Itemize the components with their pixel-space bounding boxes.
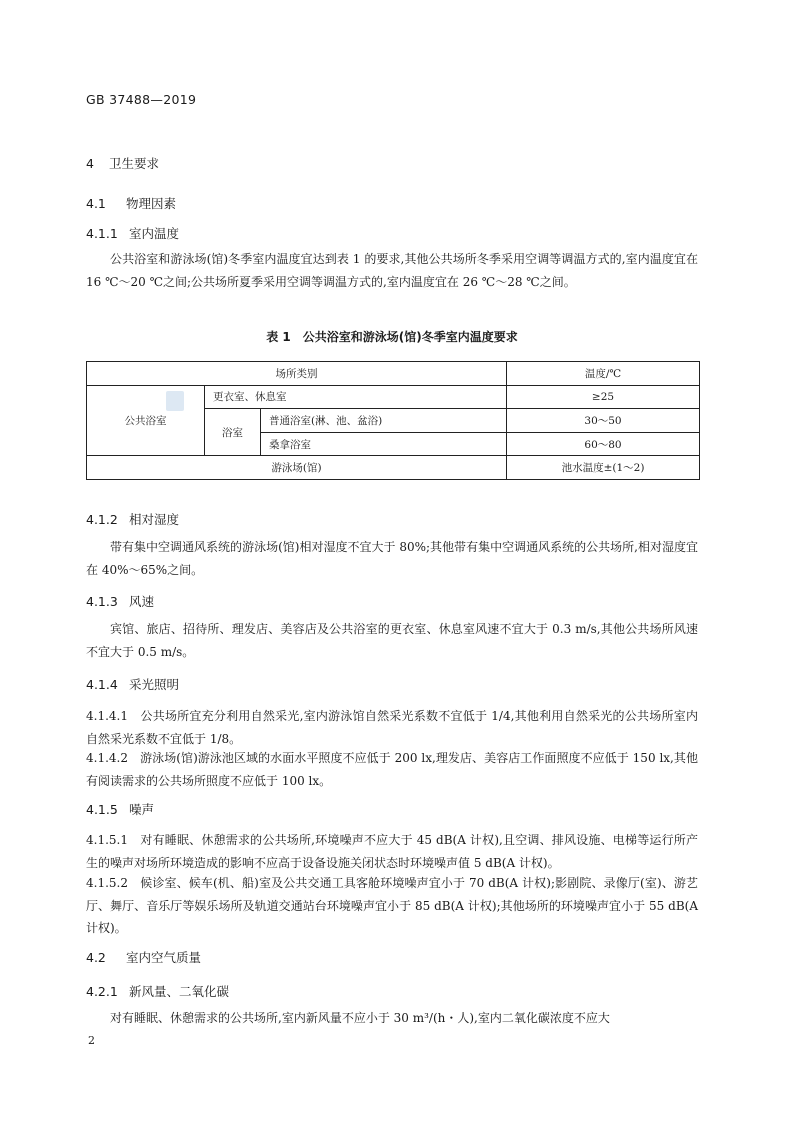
table-header-row [87,362,700,386]
heading-title: 物理因素 [126,196,177,211]
heading-title: 新风量、二氧化碳 [129,984,230,999]
heading-number: 4.1.4 [86,677,118,692]
heading-number: 4.1.3 [86,594,118,609]
row-swimming-pool: 游泳场(馆) [87,456,507,480]
table-row [87,456,700,480]
heading-4-2 [86,948,201,966]
page-number: 2 [88,1034,95,1047]
heading-4-1-1 [86,224,179,242]
group-public-bath: 公共浴室 [87,385,205,456]
table-caption: 表 1 公共浴室和游泳场(馆)冬季室内温度要求 [266,330,518,344]
temperature-table [86,361,700,480]
stamp-mark [166,391,184,411]
paragraph-4-1-4-2: 4.1.4.2 游泳场(馆)游泳池区域的水面水平照度不应低于 200 lx,理发店、美容店工作面照度不应低于 150 lx,其他有阅读需求的公共场所照度不应低于 100 lx。 [86,751,698,788]
paragraph-4-1-2: 带有集中空调通风系统的游泳场(馆)相对湿度不宜大于 80%;其他带有集中空调通风系统的公共场所,相对湿度宜在 40%～65%之间。 [86,540,698,577]
heading-4-1-2 [86,510,179,528]
heading-4-1-5 [86,800,154,818]
heading-title: 室内空气质量 [126,950,202,965]
paragraph-4-1-5-1: 4.1.5.1 对有睡眠、休憩需求的公共场所,环境噪声不应大于 45 dB(A 计权),且空调、排风设施、电梯等运行所产生的噪声对场所环境造成的影响不应高于设备设施关闭状态时环境噪声值 5 dB(A 计权)。 [86,833,698,870]
heading-number: 4 [86,156,94,171]
heading-title: 卫生要求 [109,156,160,171]
heading-title: 相对湿度 [129,512,180,527]
heading-number: 4.1 [86,196,106,211]
standard-code: GB 37488—2019 [86,92,197,107]
paragraph-4-2-1: 对有睡眠、休憩需求的公共场所,室内新风量不应小于 30 m³/(h・人),室内二氧化碳浓度不应大 [110,1011,610,1025]
heading-number: 4.1.5 [86,802,118,817]
paragraph-4-1-5-2: 4.1.5.2 候诊室、候车(机、船)室及公共交通工具客舱环境噪声宜小于 70 dB(A 计权);影剧院、录像厅(室)、游艺厅、舞厅、音乐厅等娱乐场所及轨道交通站台环境噪声宜小于 85 dB(A 计权);其他场所的环境噪声宜小于 55 dB(A 计权)。 [86,876,698,935]
row-dressing-room: 更衣室、休息室 [205,385,507,409]
subgroup-bathroom: 浴室 [205,409,261,456]
row-normal-bath: 普通浴室(淋、池、盆浴) [261,409,507,433]
heading-title: 风速 [129,594,155,609]
row-sauna: 桑拿浴室 [261,432,507,456]
heading-4-1 [86,194,176,212]
heading-title: 采光照明 [129,677,180,692]
paragraph-4-1-1: 公共浴室和游泳场(馆)冬季室内温度宜达到表 1 的要求,其他公共场所冬季采用空调等调温方式的,室内温度宜在 16 ℃～20 ℃之间;公共场所夏季采用空调等调温方式的,室内温度宜在 26 ℃～28 ℃之间。 [86,252,698,289]
paragraph-4-1-3: 宾馆、旅店、招待所、理发店、美容店及公共浴室的更衣室、休息室风速不宜大于 0.3 m/s,其他公共场所风速不宜大于 0.5 m/s。 [86,622,698,659]
heading-number: 4.1.2 [86,512,118,527]
heading-4 [86,154,159,172]
heading-4-1-4 [86,675,179,693]
header-place-type: 场所类别 [87,362,507,386]
heading-4-2-1 [86,982,229,1000]
heading-title: 噪声 [129,802,155,817]
value-normal-bath: 30～50 [507,409,700,433]
paragraph-4-1-4-1: 4.1.4.1 公共场所宜充分利用自然采光,室内游泳馆自然采光系数不宜低于 1/4,其他利用自然采光的公共场所室内自然采光系数不宜低于 1/8。 [86,709,698,746]
heading-title: 室内温度 [129,226,180,241]
heading-number: 4.1.1 [86,226,118,241]
value-dressing-room: ≥25 [507,385,700,409]
header-temperature: 温度/℃ [507,362,700,386]
heading-number: 4.2 [86,950,106,965]
value-sauna: 60～80 [507,432,700,456]
value-swimming-pool: 池水温度±(1～2) [507,456,700,480]
heading-4-1-3 [86,592,154,610]
heading-number: 4.2.1 [86,984,118,999]
